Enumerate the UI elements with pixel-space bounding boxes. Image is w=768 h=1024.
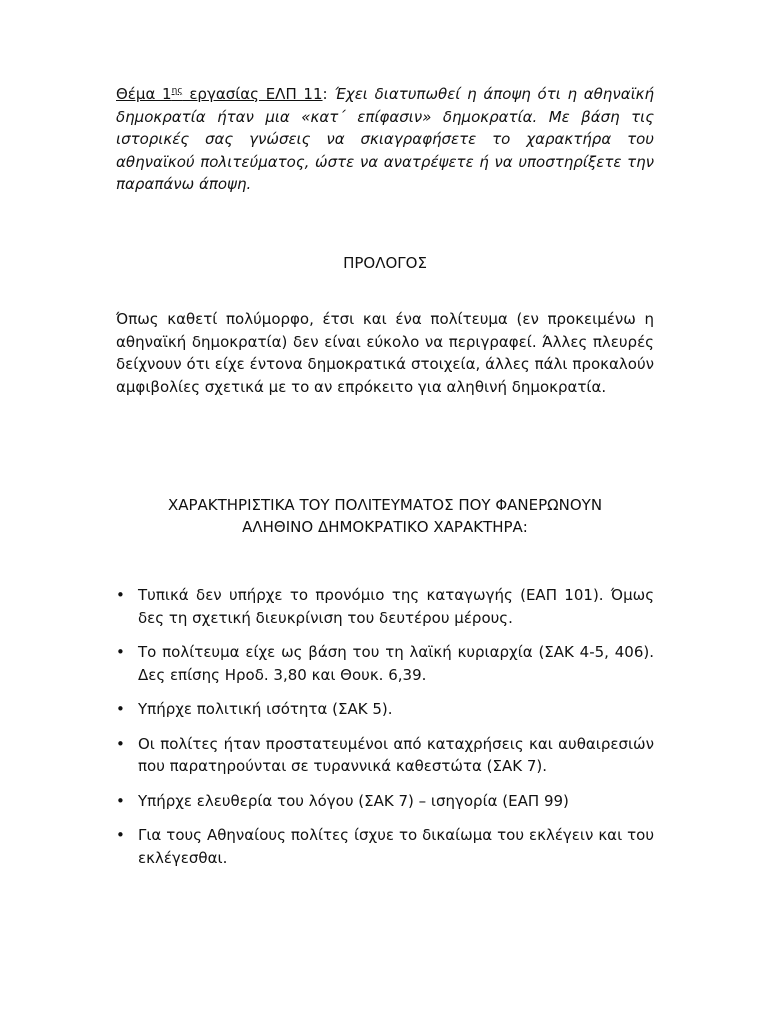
bullet-icon: • [116,586,125,604]
bullet-icon: • [116,734,125,753]
list-item [116,641,654,686]
features-list [116,584,654,869]
topic-question: Έχει διατυπωθεί η άποψη ότι η αθηναϊκή δημοκρατία ήταν μια «κατ΄ επίφασιν» δημοκρατία. Με βάση τις ιστορικές σας γνώσεις να σκιαγραφήσετε το χαρακτήρα του αθηναϊκού πολιτεύματος, ώστε να ανατρέψετε ή να υποστηρίξετε την παραπάνω άποψη. [116,85,655,193]
prologue-heading: ΠΡΟΛΟΓΟΣ [343,254,427,272]
list-item-text: Για τους Αθηναίους πολίτες ίσχυε το δικαίωμα του εκλέγειν και του εκλέγεσθαι. [138,826,654,867]
list-item [116,790,654,813]
list-item-text: Τυπικά δεν υπήρχε το προνόμιο της καταγωγής (ΕΑΠ 101). Όμως δες τη σχετική διευκρίνιση του δευτέρου μέρους. [138,586,654,627]
bullet-icon: • [116,643,125,661]
list-item-text: Υπήρχε πολιτική ισότητα (ΣΑΚ 5). [138,700,393,718]
list-item [116,824,654,869]
bullet-icon: • [116,826,125,844]
list-item-text: Υπήρχε ελευθερία του λόγου (ΣΑΚ 7) – ισηγορία (ΕΑΠ 99) [138,791,569,810]
topic-label-start: Θέμα 1 [116,85,172,103]
topic-colon: : [322,85,335,103]
features-heading [116,494,654,538]
list-item-text: Οι πολίτες ήταν προστατευμένοι από καταχρήσεις και αυθαιρεσιών που παρατηρούνται σε τυραννικά καθεστώτα (ΣΑΚ 7). [138,734,654,775]
topic-label-superscript: ης [171,86,183,96]
features-heading-line-2: ΑΛΗΘΙΝΟ ΔΗΜΟΚΡΑΤΙΚΟ ΧΑΡΑΚΤΗΡΑ: [242,518,528,536]
topic-label [116,85,323,103]
bullet-icon: • [116,700,125,718]
assignment-topic [116,83,654,196]
bullet-icon: • [116,791,125,810]
topic-label-end: εργασίας ΕΛΠ 11 [182,85,323,103]
list-item [116,733,654,778]
features-heading-line-1: ΧΑΡΑΚΤΗΡΙΣΤΙΚΑ ΤΟΥ ΠΟΛΙΤΕΥΜΑΤΟΣ ΠΟΥ ΦΑΝΕΡΩΝΟΥΝ [167,496,603,514]
prologue-paragraph: Όπως καθετί πολύμορφο, έτσι και ένα πολίτευμα (εν προκειμένω η αθηναϊκή δημοκρατία) δεν είναι εύκολο να περιγραφεί. Άλλες πλευρές δείχνουν ότι είχε έντονα δημοκρατικά στοιχεία, άλλες πάλι προκαλούν αμφιβολίες σχετικά με το αν επρόκειτο για αληθινή δημοκρατία. [116,310,654,396]
list-item [116,698,654,721]
list-item-text: Το πολίτευμα είχε ως βάση του τη λαϊκή κυριαρχία (ΣΑΚ 4-5, 406). Δες επίσης Ηροδ. 3,80 και Θουκ. 6,39. [138,643,654,684]
list-item [116,584,654,629]
